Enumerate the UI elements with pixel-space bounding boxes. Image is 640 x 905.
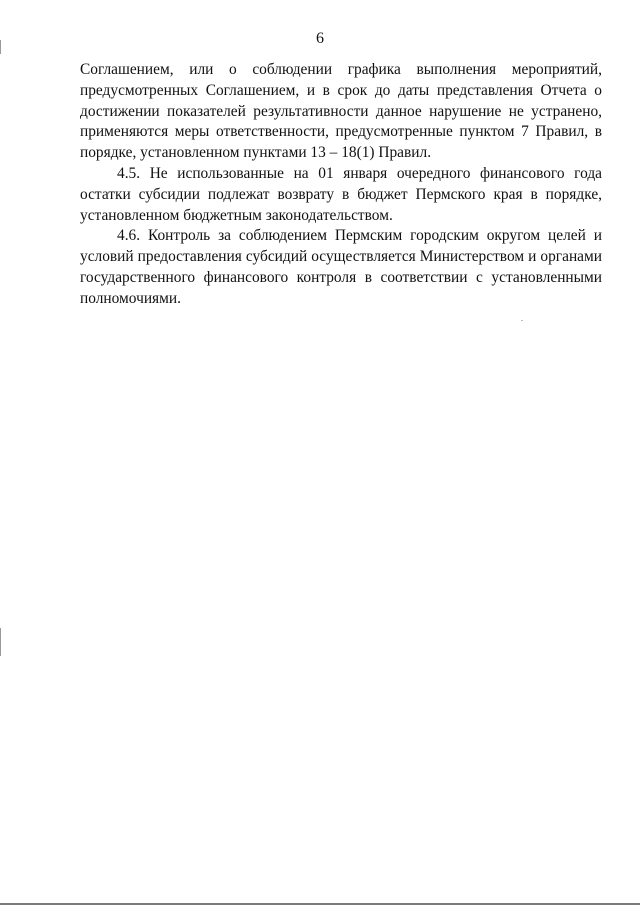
scan-edge-mark-middle xyxy=(0,628,1,656)
page-number: 6 xyxy=(316,30,324,47)
paragraph-continuation: Соглашением, или о соблюдении графика выполнения мероприятий, предусмотренных Соглашением, и в срок до даты представления Отчета о достижении показателей результативности данное нарушение не устранено, применяются меры ответственности, предусмотренные пунктом 7 Правил, в порядке, установленном пунктами 13 – 18(1) Правил. xyxy=(80,61,602,162)
document-body xyxy=(80,60,602,310)
scan-speck xyxy=(521,320,523,321)
paragraph-4-5: 4.5. Не использованные на 01 января очередного финансового года остатки субсидии подлежат возврату в бюджет Пермского края в порядке, установленном бюджетным законодательством. xyxy=(80,164,602,224)
paragraph-4-6: 4.6. Контроль за соблюдением Пермским городским округом целей и условий предоставления субсидий осуществляется Министерством и органами государственного финансового контроля в соответствии с установленными полномочиями. xyxy=(80,227,602,307)
